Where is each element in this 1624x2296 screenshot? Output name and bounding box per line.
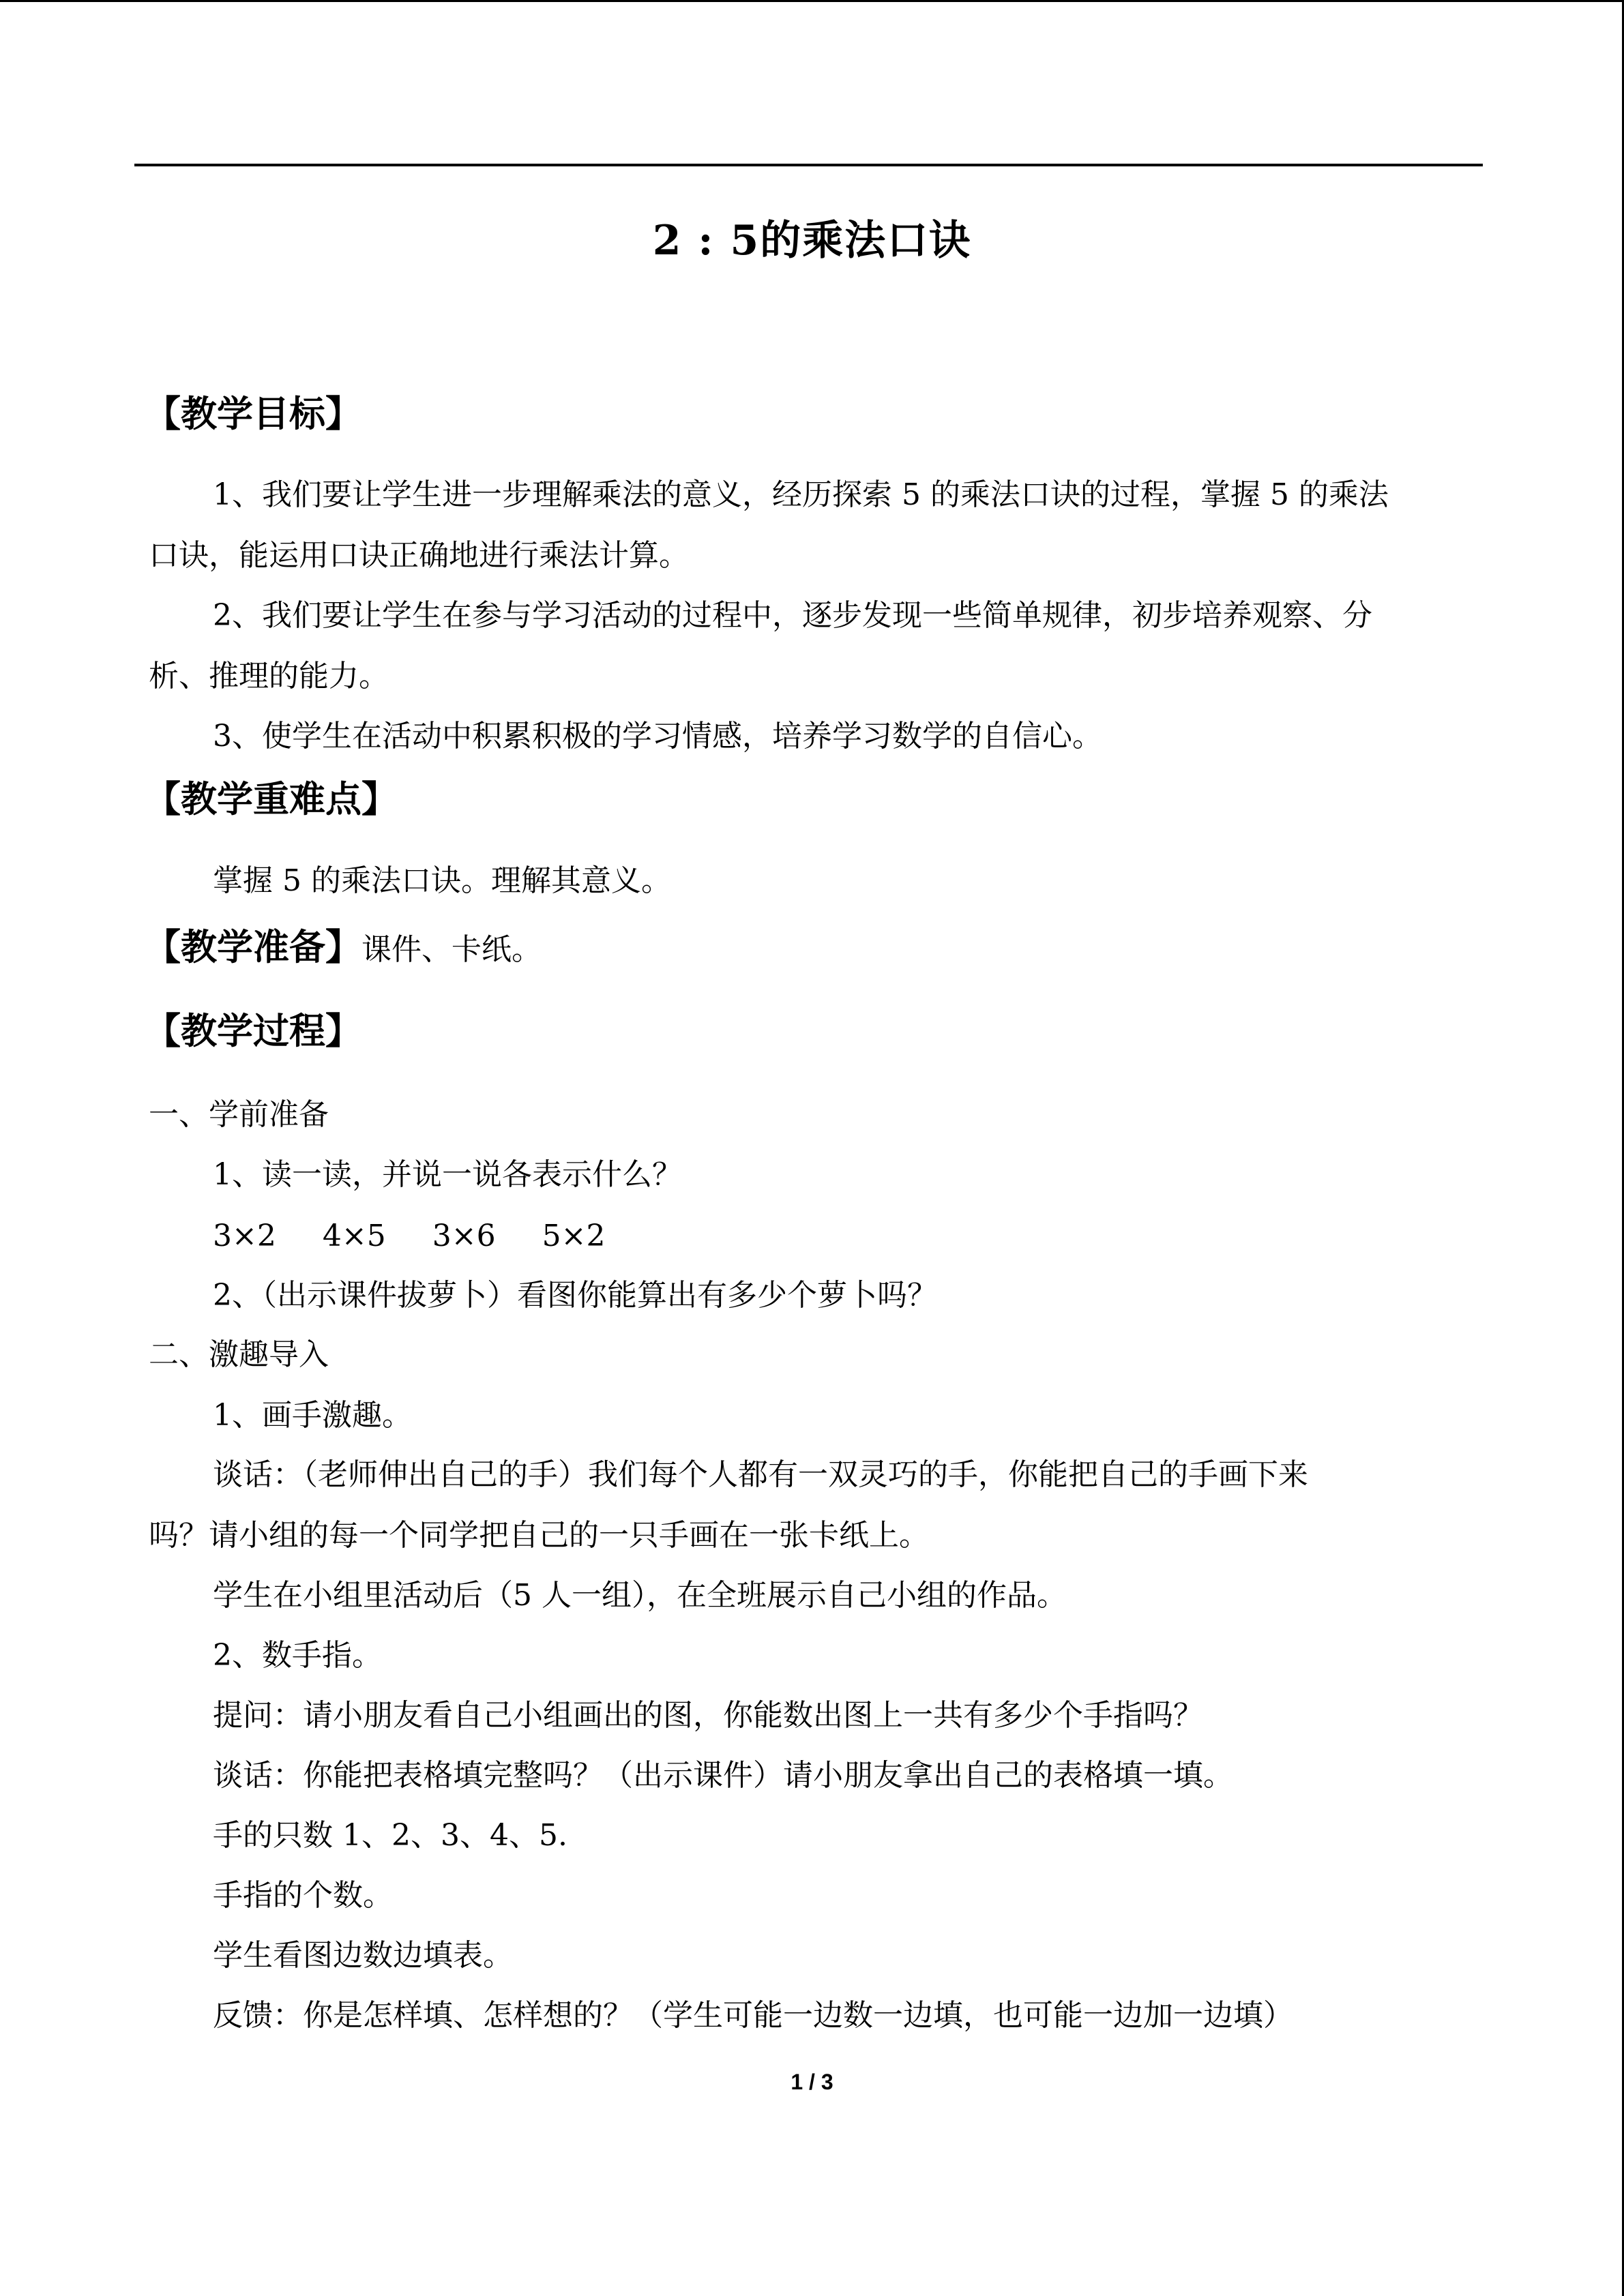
part-1-item-2: 2、（出示课件拔萝卜）看图你能算出有多少个萝卜吗？ [213, 1278, 937, 1313]
part-2-title: 二、激趣导入 [149, 1337, 329, 1372]
expression: 3×6 [432, 1219, 496, 1253]
goal-1-line-1: 1、我们要让学生进一步理解乘法的意义，经历探索 5 的乘法口诀的过程，掌握 5 的乘法 [213, 477, 1389, 512]
activity-text: 学生在小组里活动后（5 人一组），在全班展示自己小组的作品。 [213, 1578, 1067, 1613]
preparation-heading-label: 【教学准备】 [145, 926, 361, 968]
expression: 3×2 [213, 1219, 276, 1253]
fill-table-text: 学生看图边数边填表。 [213, 1938, 513, 1973]
page-number: 1 / 3 [791, 2070, 833, 2094]
key-points-heading: 【教学重难点】 [145, 778, 398, 820]
page-title: 2 : 5的乘法口诀 [652, 217, 972, 265]
expression: 4×5 [322, 1219, 386, 1253]
feedback-text: 反馈：你是怎样填、怎样想的？（学生可能一边数一边填，也可能一边加一边填） [213, 1998, 1293, 2033]
goal-1-line-2: 口诀，能运用口诀正确地进行乘法计算。 [149, 538, 689, 573]
key-points-text: 掌握 5 的乘法口诀。理解其意义。 [213, 863, 671, 898]
talk-1-line-1: 谈话：（老师伸出自己的手）我们每个人都有一双灵巧的手，你能把自己的手画下来 [213, 1457, 1308, 1492]
question-text: 提问：请小朋友看自己小组画出的图，你能数出图上一共有多少个手指吗？ [213, 1698, 1203, 1733]
goals-heading: 【教学目标】 [145, 393, 361, 435]
preparation-text: 课件、卡纸。 [361, 932, 542, 967]
talk-2-text: 谈话：你能把表格填完整吗？（出示课件）请小朋友拿出自己的表格填一填。 [213, 1758, 1233, 1793]
goal-3: 3、使学生在活动中积累积极的学习情感，培养学习数学的自信心。 [213, 719, 1102, 754]
expression: 5×2 [542, 1219, 606, 1253]
part-2-item-1: 1、画手激趣。 [213, 1398, 412, 1433]
process-heading: 【教学过程】 [145, 1010, 361, 1052]
part-1-title: 一、学前准备 [149, 1097, 329, 1132]
goal-2-line-1: 2、我们要让学生在参与学习活动的过程中，逐步发现一些简单规律，初步培养观察、分 [213, 598, 1372, 633]
hands-count-text: 手的只数 1、2、3、4、5. [213, 1818, 567, 1853]
talk-1-line-2: 吗？请小组的每一个同学把自己的一只手画在一张卡纸上。 [149, 1518, 929, 1553]
header-rule [134, 164, 1483, 166]
fingers-count-text: 手指的个数。 [213, 1878, 393, 1913]
preparation-heading [145, 923, 542, 974]
expressions-row [213, 1216, 651, 1257]
part-1-item-1: 1、读一读，并说一说各表示什么？ [213, 1157, 682, 1192]
part-2-item-2: 2、数手指。 [213, 1638, 382, 1673]
goal-2-line-2: 析、推理的能力。 [149, 659, 389, 694]
